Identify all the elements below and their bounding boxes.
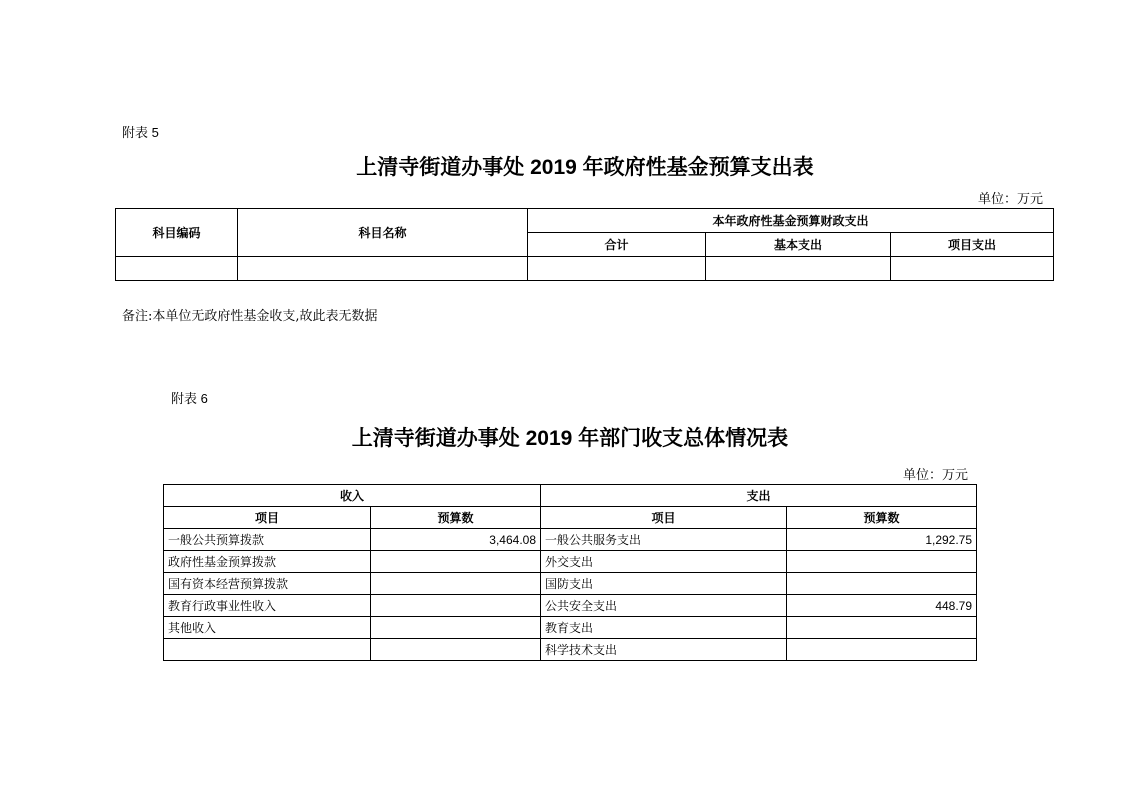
out-amount-cell [787,573,977,595]
table5-label: 附表 5 [122,125,159,140]
header-expense-item: 项目 [541,507,787,529]
in-amount-cell [371,573,541,595]
table6-label: 附表 6 [171,391,208,406]
in-item-cell: 国有资本经营预算拨款 [164,573,371,595]
table-row [164,529,977,551]
table-row [164,617,977,639]
header-basic-expenditure: 基本支出 [706,233,891,257]
out-amount-cell: 448.79 [787,595,977,617]
out-item-cell: 外交支出 [541,551,787,573]
out-item-cell: 一般公共服务支出 [541,529,787,551]
in-amount-cell [371,639,541,661]
out-item-cell: 科学技术支出 [541,639,787,661]
header-income-budget: 预算数 [371,507,541,529]
header-subject-name: 科目名称 [238,209,528,257]
header-project-expenditure: 项目支出 [891,233,1054,257]
table-cell [528,257,706,281]
table5-note: 备注:本单位无政府性基金收支,故此表无数据 [122,309,378,324]
table-cell [116,257,238,281]
table-row [164,551,977,573]
in-amount-cell [371,595,541,617]
in-item-cell [164,639,371,661]
out-amount-cell: 1,292.75 [787,529,977,551]
in-amount-cell [371,551,541,573]
out-item-cell: 国防支出 [541,573,787,595]
table-row [164,595,977,617]
table5-title: 上清寺街道办事处 2019 年政府性基金预算支出表 [356,156,814,179]
in-item-cell: 教育行政事业性收入 [164,595,371,617]
header-fund-expenditure-group: 本年政府性基金预算财政支出 [528,209,1054,233]
header-expense-budget: 预算数 [787,507,977,529]
out-amount-cell [787,617,977,639]
in-item-cell: 一般公共预算拨款 [164,529,371,551]
government-fund-expenditure-table [115,208,1054,281]
out-item-cell: 公共安全支出 [541,595,787,617]
in-item-cell: 政府性基金预算拨款 [164,551,371,573]
header-expense: 支出 [541,485,977,507]
table-row [164,639,977,661]
table-cell [891,257,1054,281]
in-amount-cell [371,617,541,639]
table-cell [706,257,891,281]
header-income-item: 项目 [164,507,371,529]
in-item-cell: 其他收入 [164,617,371,639]
table-row [164,573,977,595]
header-total: 合计 [528,233,706,257]
table-cell [238,257,528,281]
out-amount-cell [787,639,977,661]
table6-title: 上清寺街道办事处 2019 年部门收支总体情况表 [351,427,789,450]
table-row [116,257,1054,281]
in-amount-cell: 3,464.08 [371,529,541,551]
out-item-cell: 教育支出 [541,617,787,639]
header-income: 收入 [164,485,541,507]
table5-unit: 单位：万元 [978,192,1044,207]
header-subject-code: 科目编码 [116,209,238,257]
income-expenditure-summary-table [163,484,977,661]
out-amount-cell [787,551,977,573]
table6-unit: 单位：万元 [903,468,969,483]
